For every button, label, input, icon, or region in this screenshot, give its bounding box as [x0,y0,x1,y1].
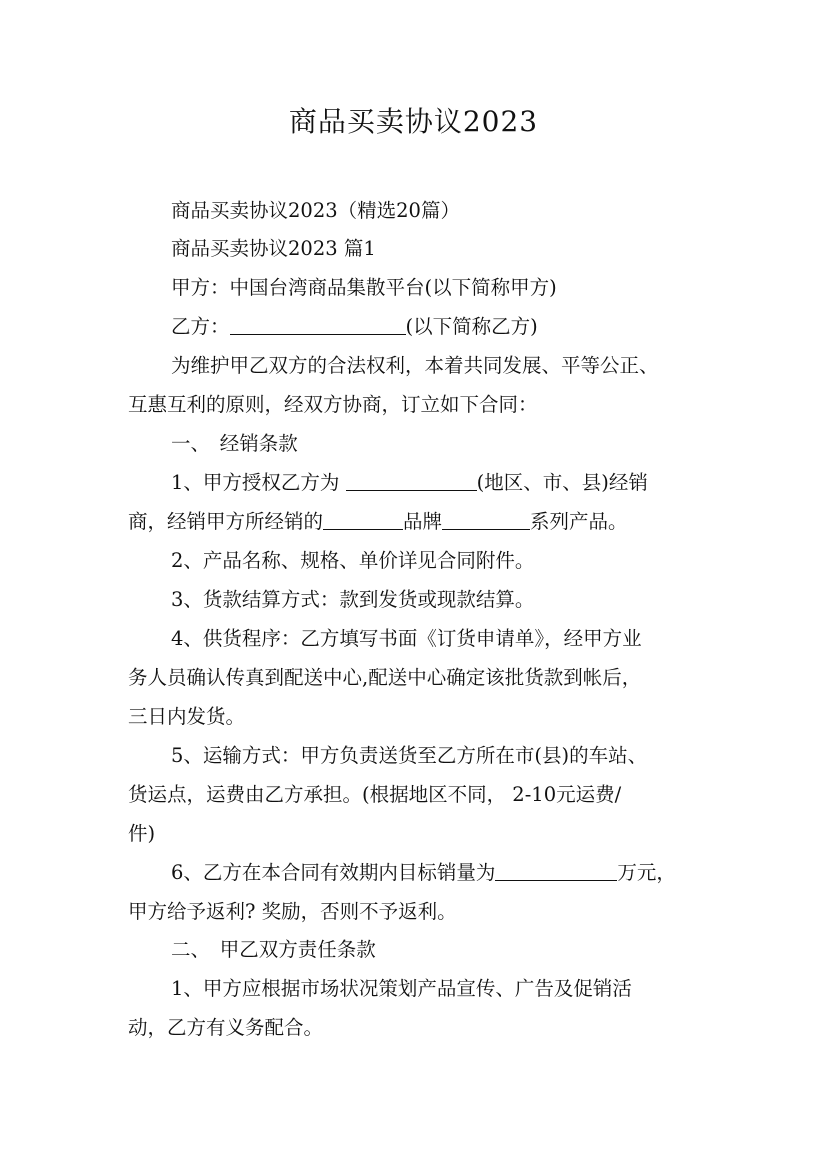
clause-1-line-1 [171,465,648,501]
party-b-line [171,309,538,345]
clause-4-line-2: 务人员确认传真到配送中心,配送中心确定该批货款到帐后， [128,666,642,689]
sales-target-blank [495,858,617,881]
clause-1-line-2 [128,504,628,540]
clause-5-line-1: 5、运输方式：甲方负责送货至乙方所在市(县)的车站、 [171,744,648,767]
section-heading-2: 二、 甲乙双方责任条款 [171,938,376,961]
clause-1-text-b: (地区、市、县)经销 [476,471,648,494]
clause-3-line: 3、货款结算方式：款到发货或现款结算。 [171,588,535,611]
clause-1-text-e: 系列产品。 [530,510,628,533]
clause-6-line-2: 甲方给予返利? 奖励，否则不予返利。 [128,900,457,923]
chapter-heading: 商品买卖协议2023 篇1 [171,237,376,260]
clause-5-line-2: 货运点，运费由乙方承担。(根据地区不同， 2-10元运费/ [128,783,622,806]
region-blank [346,468,477,491]
clause-6-text-b: 万元， [617,861,676,884]
section-heading-1: 一、 经销条款 [171,432,298,455]
series-blank [442,507,530,530]
party-b-blank [230,312,406,335]
party-a-line: 甲方：中国台湾商品集散平台(以下简称甲方) [171,276,557,299]
duty-clause-1-line-1: 1、甲方应根据市场状况策划产品宣传、广告及促销活 [171,977,632,1000]
party-b-note: (以下简称乙方) [405,315,538,338]
clause-2-line: 2、产品名称、规格、单价详见合同附件。 [171,549,535,572]
clause-6-text-a: 6、乙方在本合同有效期内目标销量为 [171,861,496,884]
brand-blank [323,507,403,530]
clause-1-text-a: 1、甲方授权乙方为 [171,471,346,494]
preamble-line-1: 为维护甲乙双方的合法权利，本着共同发展、平等公正、 [171,354,659,377]
document-title: 商品买卖协议2023 [288,105,539,138]
clause-1-text-c: 商，经销甲方所经销的 [128,510,324,533]
preamble-line-2: 互惠互利的原则，经双方协商，订立如下合同： [128,393,538,416]
clause-5-line-3: 件) [128,822,156,845]
duty-clause-1-line-2: 动，乙方有义务配合。 [128,1016,324,1039]
clause-6-line-1 [171,855,676,891]
subtitle-line: 商品买卖协议2023（精选20篇） [171,199,460,222]
party-b-label: 乙方： [171,315,230,338]
clause-4-line-3: 三日内发货。 [128,705,246,728]
clause-1-text-d: 品牌 [403,510,443,533]
clause-4-line-1: 4、供货程序：乙方填写书面《订货申请单》，经甲方业 [171,627,642,650]
